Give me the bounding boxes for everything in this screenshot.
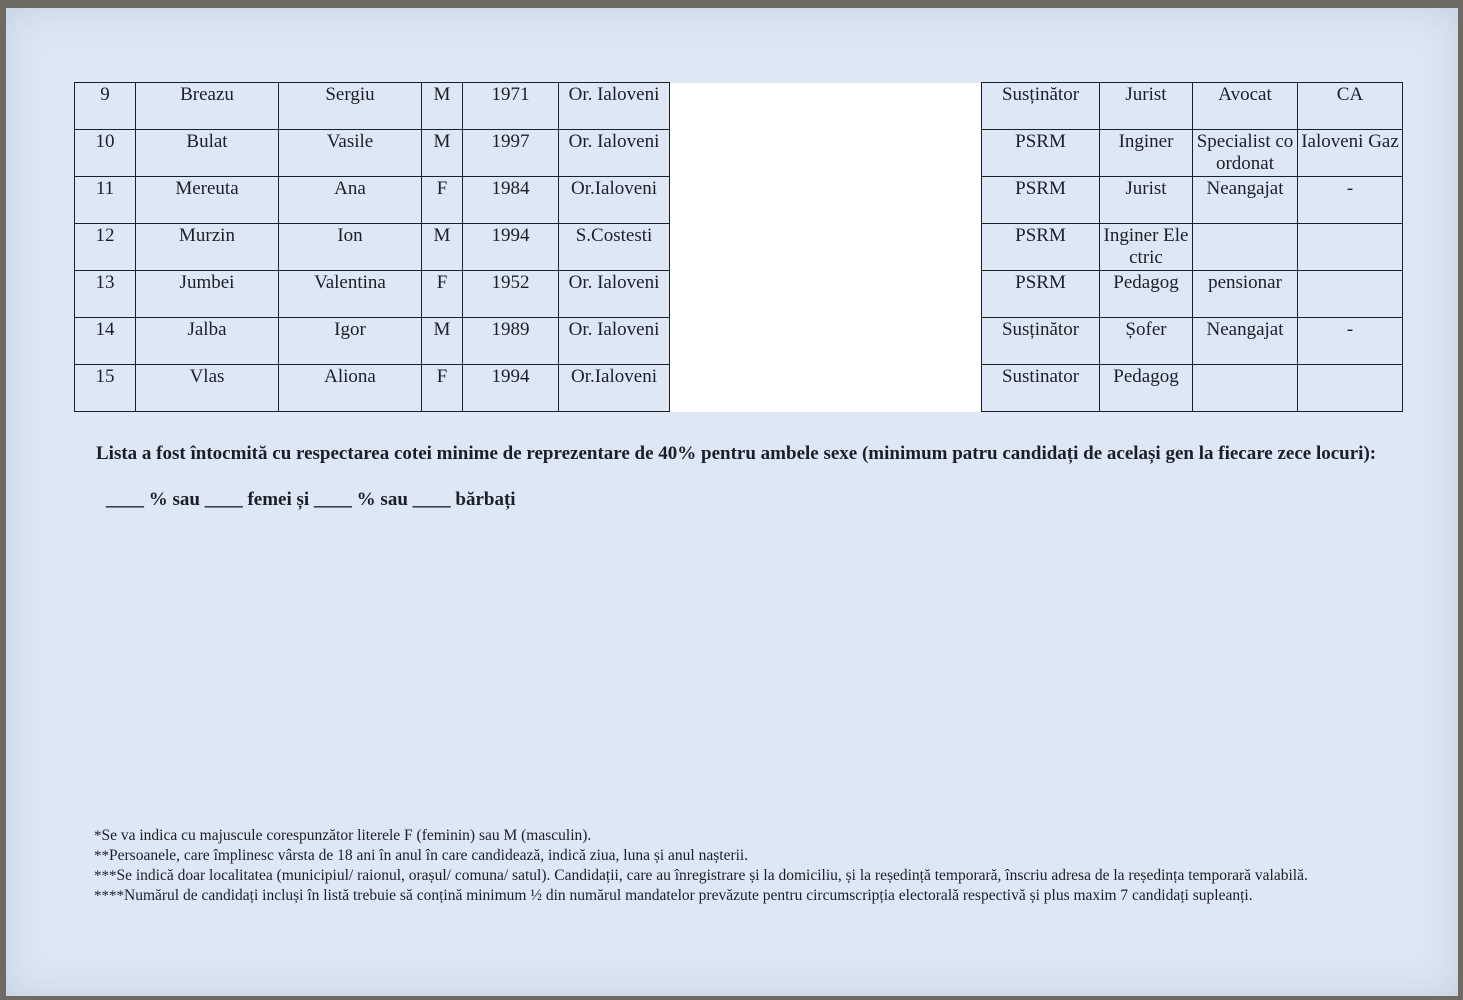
cell-domiciliu: Or.Ialoveni (559, 365, 670, 412)
cell-sex: M (422, 130, 463, 177)
cell-apartenenta: PSRM (982, 130, 1100, 177)
cell-nume: Breazu (136, 83, 279, 130)
footnote-2: **Persoanele, care împlinesc vârsta de 18 ani în anul în care candidează, indică ziua, luna și anul nașterii. (94, 847, 749, 864)
cell-nume: Mereuta (136, 177, 279, 224)
cell-profesia: Pedagog (1100, 271, 1193, 318)
redacted-cell (670, 224, 982, 271)
cell-prenume: Igor (279, 318, 422, 365)
table-row (75, 130, 1403, 177)
gender-quota-fields: ____ % sau ____ femei și ____ % sau ____ bărbați (106, 489, 516, 510)
cell-domiciliu: Or. Ialoveni (559, 271, 670, 318)
cell-nume: Jalba (136, 318, 279, 365)
cell-prenume: Valentina (279, 271, 422, 318)
footnote-4: ****Numărul de candidați incluși în listă trebuie să conțină minimum ½ din numărul mandatelor prevăzute pentru circumscripția electorală respectivă și plus maxim 7 candidați supleanți. (94, 887, 1253, 904)
redacted-cell (670, 271, 982, 318)
cell-domiciliu: Or.Ialoveni (559, 177, 670, 224)
cell-apartenenta: Susținător (982, 83, 1100, 130)
gender-quota-note: Lista a fost întocmită cu respectarea cotei minime de reprezentare de 40% pentru ambele sexe (minimum patru candidați de același gen la fiecare zece locuri): (96, 443, 1377, 464)
cell-functia: Neangajat (1193, 318, 1298, 365)
document-page (6, 8, 1458, 996)
cell-profesia: Șofer (1100, 318, 1193, 365)
cell-nr: 10 (75, 130, 136, 177)
footnotes (94, 826, 1429, 906)
cell-domiciliu: Or. Ialoveni (559, 130, 670, 177)
cell-apartenenta: Sustinator (982, 365, 1100, 412)
cell-an: 1971 (463, 83, 559, 130)
cell-profesia: Pedagog (1100, 365, 1193, 412)
cell-sex: M (422, 318, 463, 365)
cell-domiciliu: Or. Ialoveni (559, 83, 670, 130)
cell-prenume: Vasile (279, 130, 422, 177)
candidates-table (74, 82, 1403, 412)
cell-nume: Vlas (136, 365, 279, 412)
cell-nr: 9 (75, 83, 136, 130)
cell-profesia: Inginer Electric (1100, 224, 1193, 271)
cell-profesia: Inginer (1100, 130, 1193, 177)
cell-functia (1193, 365, 1298, 412)
cell-sex: M (422, 224, 463, 271)
table-row (75, 365, 1403, 412)
cell-an: 1994 (463, 365, 559, 412)
redacted-cell (670, 130, 982, 177)
cell-nr: 14 (75, 318, 136, 365)
cell-functia: Avocat (1193, 83, 1298, 130)
cell-apartenenta: Susținător (982, 318, 1100, 365)
redacted-cell (670, 365, 982, 412)
redacted-cell (670, 318, 982, 365)
table-row (75, 271, 1403, 318)
cell-apartenenta: PSRM (982, 271, 1100, 318)
cell-an: 1984 (463, 177, 559, 224)
cell-nume: Bulat (136, 130, 279, 177)
table-row (75, 83, 1403, 130)
table-row (75, 177, 1403, 224)
cell-nume: Murzin (136, 224, 279, 271)
cell-locul (1298, 271, 1403, 318)
cell-prenume: Ion (279, 224, 422, 271)
cell-locul (1298, 224, 1403, 271)
cell-sex: F (422, 365, 463, 412)
table-row (75, 224, 1403, 271)
redacted-cell (670, 177, 982, 224)
cell-an: 1989 (463, 318, 559, 365)
cell-domiciliu: Or. Ialoveni (559, 318, 670, 365)
cell-locul: CA (1298, 83, 1403, 130)
cell-locul (1298, 365, 1403, 412)
cell-prenume: Sergiu (279, 83, 422, 130)
cell-functia (1193, 224, 1298, 271)
cell-sex: M (422, 83, 463, 130)
cell-domiciliu: S.Costesti (559, 224, 670, 271)
cell-profesia: Jurist (1100, 83, 1193, 130)
cell-profesia: Jurist (1100, 177, 1193, 224)
cell-functia: Specialist coordonat (1193, 130, 1298, 177)
cell-apartenenta: PSRM (982, 177, 1100, 224)
cell-prenume: Ana (279, 177, 422, 224)
table-row (75, 318, 1403, 365)
cell-an: 1994 (463, 224, 559, 271)
cell-nume: Jumbei (136, 271, 279, 318)
cell-locul: - (1298, 177, 1403, 224)
cell-sex: F (422, 271, 463, 318)
footnote-3: ***Se indică doar localitatea (municipiul/ raionul, orașul/ comuna/ satul). Candidații, care au înregistrare și la domiciliu, și la reședință temporară, înscriu adresa de la reședința temporară valabilă. (94, 867, 1308, 884)
cell-locul: - (1298, 318, 1403, 365)
cell-nr: 13 (75, 271, 136, 318)
cell-locul: Ialoveni Gaz (1298, 130, 1403, 177)
footnote-1: *Se va indica cu majuscule corespunzător literele F (feminin) sau M (masculin). (94, 827, 592, 844)
redacted-cell (670, 83, 982, 130)
cell-an: 1952 (463, 271, 559, 318)
cell-nr: 15 (75, 365, 136, 412)
cell-apartenenta: PSRM (982, 224, 1100, 271)
cell-nr: 11 (75, 177, 136, 224)
cell-functia: pensionar (1193, 271, 1298, 318)
cell-sex: F (422, 177, 463, 224)
cell-functia: Neangajat (1193, 177, 1298, 224)
cell-nr: 12 (75, 224, 136, 271)
cell-prenume: Aliona (279, 365, 422, 412)
cell-an: 1997 (463, 130, 559, 177)
